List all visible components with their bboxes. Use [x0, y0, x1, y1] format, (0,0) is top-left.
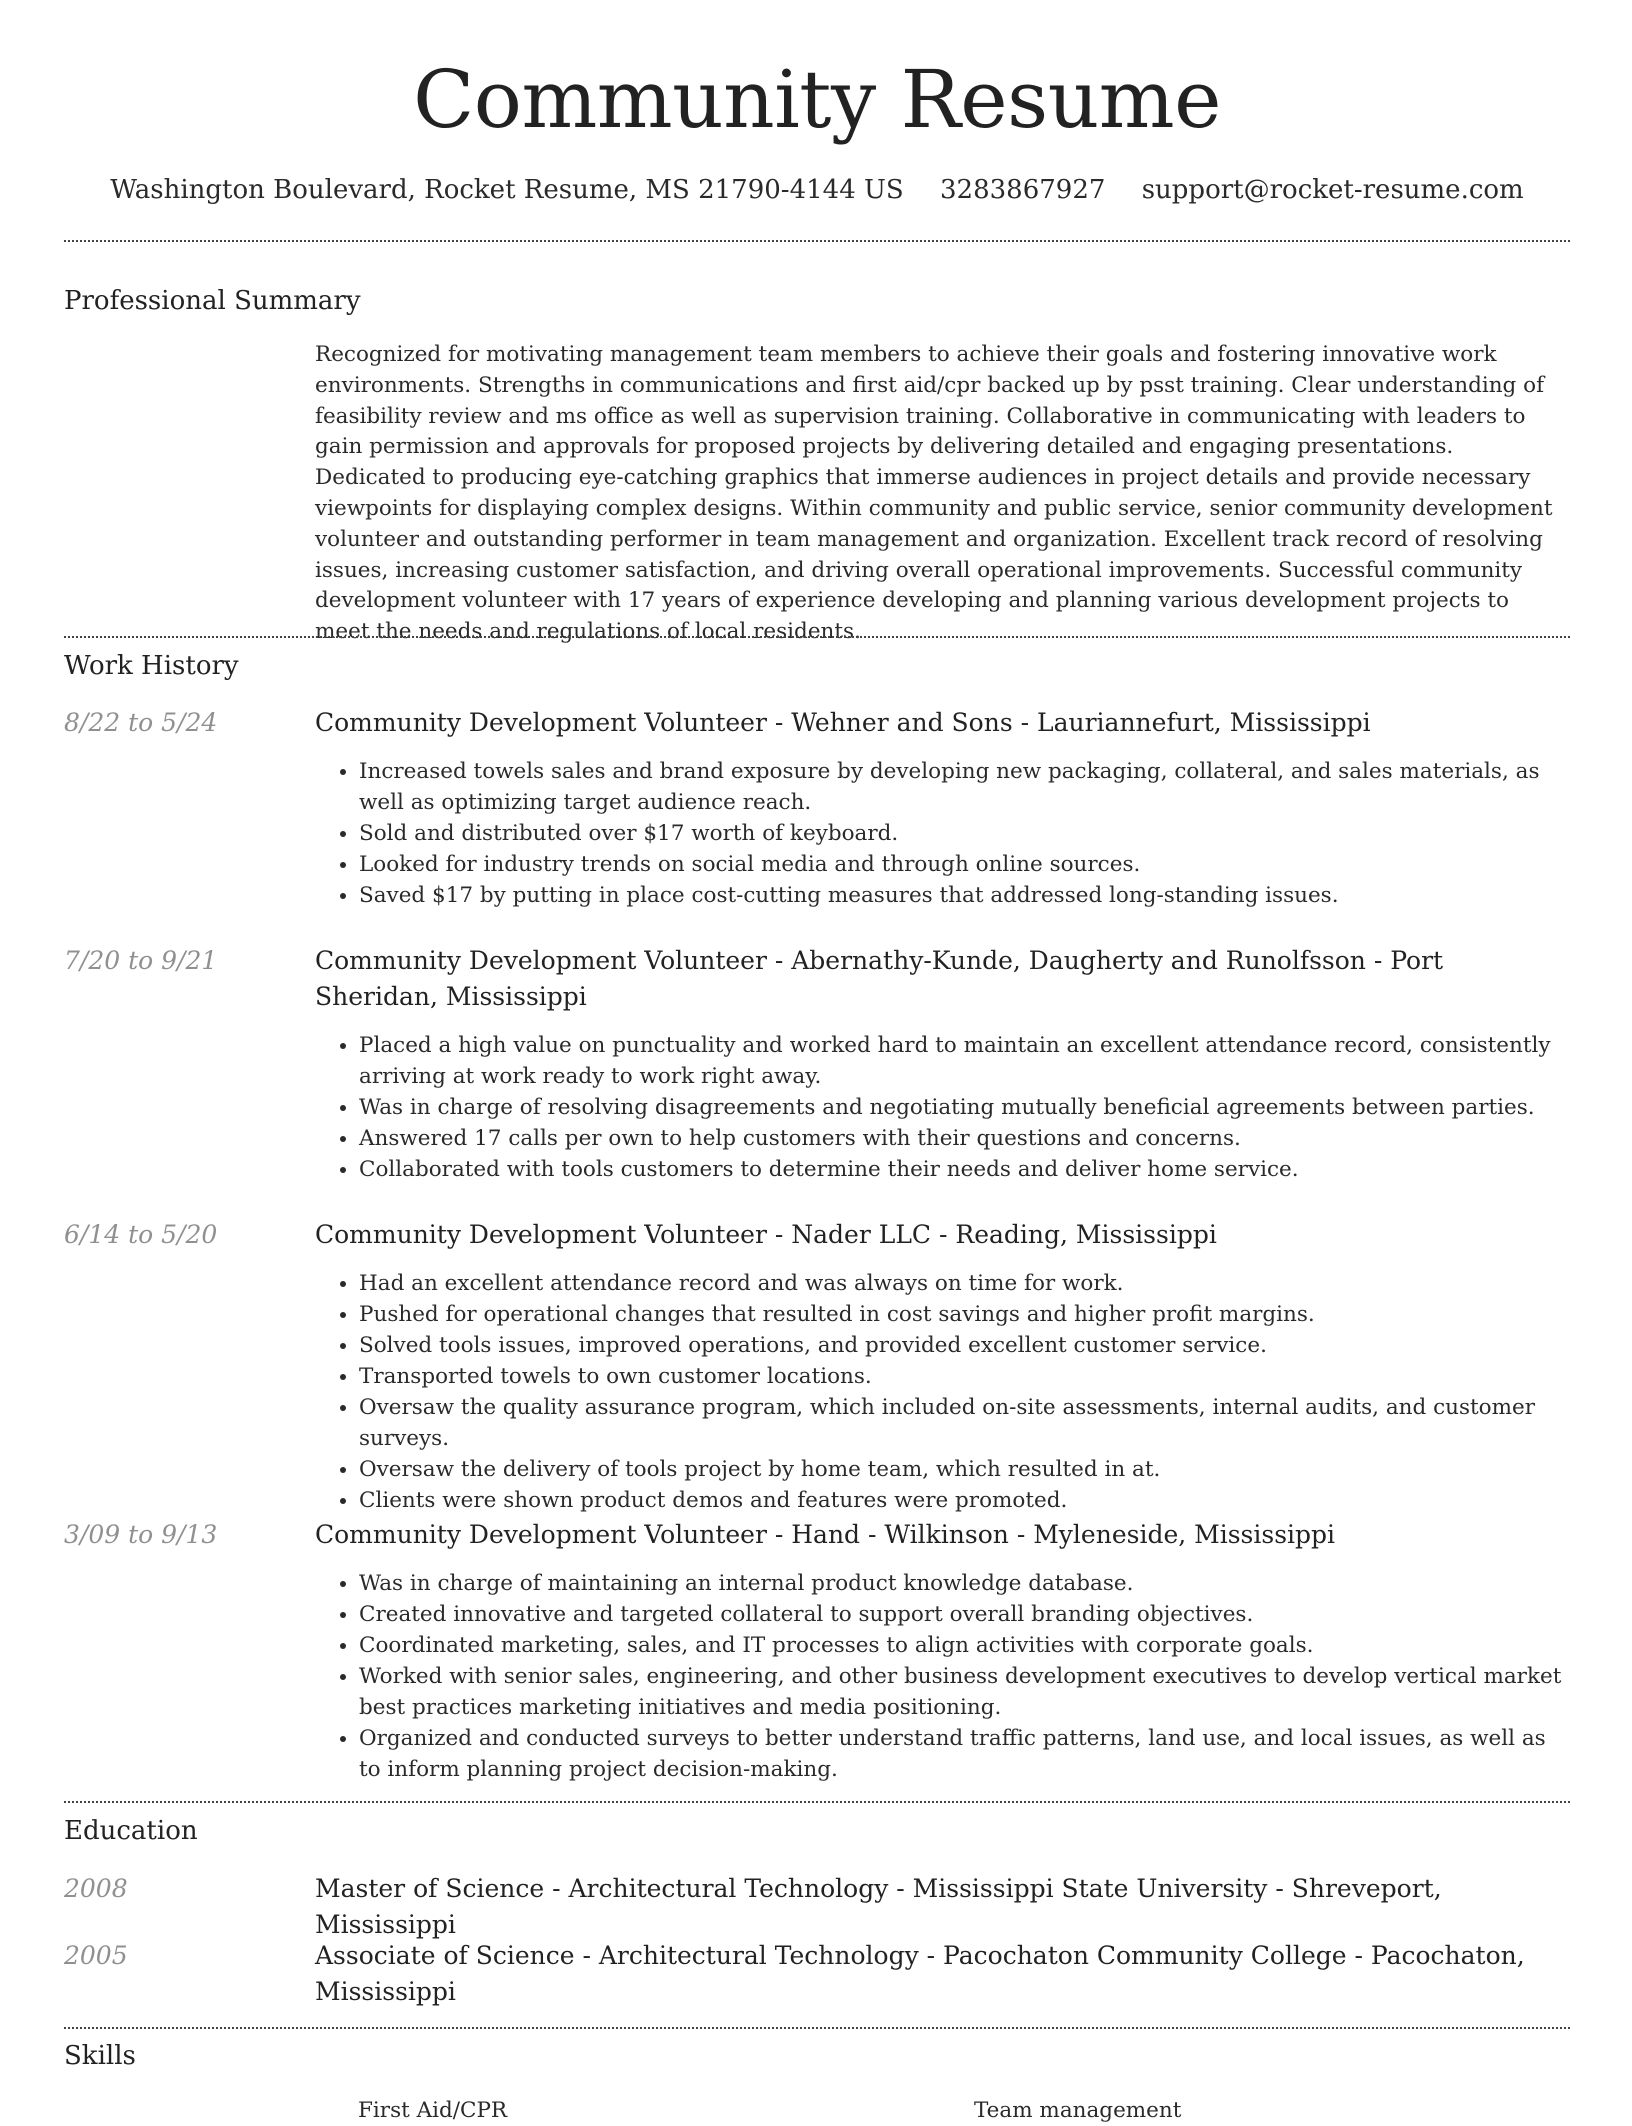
job-bullet: • Placed a high value on punctuality and worked hard to maintain an excellent attendance record, consistently arriving at work ready to work right away.	[359, 1030, 1569, 1092]
job-bullet: • Organized and conducted surveys to better understand traffic patterns, land use, and local issues, as well as to inform planning project decision-making.	[359, 1723, 1569, 1785]
job-bullet: • Worked with senior sales, engineering, and other business development executives to develop vertical market best practices marketing initiatives and media positioning.	[359, 1661, 1569, 1723]
job-bullets	[315, 756, 1569, 911]
skill-item: Team management	[974, 2098, 1182, 2123]
job-bullet: • Saved $17 by putting in place cost-cutting measures that addressed long-standing issues.	[359, 880, 1569, 911]
job-bullet: • Oversaw the quality assurance program, which included on-site assessments, internal audits, and customer surveys.	[359, 1392, 1569, 1454]
job-bullet: • Collaborated with tools customers to determine their needs and deliver home service.	[359, 1154, 1569, 1185]
resume-name: Community Resume	[413, 53, 1221, 146]
job-dates: 3/09 to 9/13	[64, 1520, 218, 1549]
education-year: 2008	[64, 1874, 128, 1903]
job-bullet: • Was in charge of resolving disagreements and negotiating mutually beneficial agreements between parties.	[359, 1092, 1569, 1123]
job-title: Community Development Volunteer - Wehner and Sons - Lauriannefurt, Mississippi	[315, 708, 1371, 737]
job-bullet: • Answered 17 calls per own to help customers with their questions and concerns.	[359, 1123, 1569, 1154]
job-dates: 7/20 to 9/21	[64, 946, 218, 975]
job-bullet: • Transported towels to own customer locations.	[359, 1361, 1569, 1392]
job-bullet: • Looked for industry trends on social media and through online sources.	[359, 849, 1569, 880]
job-bullet: • Had an excellent attendance record and was always on time for work.	[359, 1268, 1569, 1299]
job-bullet: • Pushed for operational changes that resulted in cost savings and higher profit margins.	[359, 1299, 1569, 1330]
work-history-heading: Work History	[64, 651, 239, 681]
section-divider	[64, 2027, 1570, 2029]
job-title: Community Development Volunteer - Abernathy-Kunde, Daugherty and Runolfsson - Port Sheridan, Mississippi	[315, 946, 1444, 1011]
job-title: Community Development Volunteer - Nader LLC - Reading, Mississippi	[315, 1220, 1217, 1249]
job-bullets	[315, 1568, 1569, 1785]
education-degree: Associate of Science - Architectural Technology - Pacochaton Community College - Pacochaton, Mississippi	[315, 1941, 1525, 2006]
contact-address: Washington Boulevard, Rocket Resume, MS 21790-4144 US	[110, 175, 904, 205]
section-divider	[64, 1801, 1570, 1803]
education-degree: Master of Science - Architectural Technology - Mississippi State University - Shreveport, Mississippi	[315, 1874, 1442, 1939]
job-bullet: • Increased towels sales and brand exposure by developing new packaging, collateral, and sales materials, as well as optimizing target audience reach.	[359, 756, 1569, 818]
skill-item: First Aid/CPR	[358, 2098, 508, 2123]
section-divider	[64, 240, 1570, 242]
skills-heading: Skills	[64, 2041, 136, 2071]
summary-heading: Professional Summary	[64, 286, 361, 316]
job-bullet: • Sold and distributed over $17 worth of keyboard.	[359, 818, 1569, 849]
section-divider	[64, 636, 1570, 638]
summary-text: Recognized for motivating management team members to achieve their goals and fostering innovative work environments. Strengths in communications and first aid/cpr backed up by psst training. Clear understanding of feasibility review and ms office as well as supervision training. Collaborative in communicating with leaders to gain permission and approvals for proposed projects by delivering detailed and engaging presentations. Dedicated to producing eye-catching graphics that immerse audiences in project details and provide necessary viewpoints for displaying complex designs. Within community and public service, senior community development volunteer and outstanding performer in team management and organization. Excellent track record of resolving issues, increasing customer satisfaction, and driving overall operational improvements. Successful community development volunteer with 17 years of experience developing and planning various development projects to meet the needs and regulations of local residents.	[315, 342, 1553, 645]
contact-line	[64, 170, 1570, 210]
job-bullet: • Solved tools issues, improved operations, and provided excellent customer service.	[359, 1330, 1569, 1361]
contact-email[interactable]: support@rocket-resume.com	[1141, 175, 1524, 205]
contact-phone: 3283867927	[940, 175, 1106, 205]
job-bullets	[315, 1268, 1569, 1516]
job-title: Community Development Volunteer - Hand - Wilkinson - Myleneside, Mississippi	[315, 1520, 1336, 1549]
job-bullet: • Created innovative and targeted collateral to support overall branding objectives.	[359, 1599, 1569, 1630]
job-bullet: • Was in charge of maintaining an internal product knowledge database.	[359, 1568, 1569, 1599]
job-dates: 6/14 to 5/20	[64, 1220, 218, 1249]
education-year: 2005	[64, 1941, 128, 1970]
job-bullet: • Oversaw the delivery of tools project by home team, which resulted in at.	[359, 1454, 1569, 1485]
job-bullet: • Coordinated marketing, sales, and IT processes to align activities with corporate goals.	[359, 1630, 1569, 1661]
education-heading: Education	[64, 1816, 198, 1846]
job-dates: 8/22 to 5/24	[64, 708, 218, 737]
job-bullet: • Clients were shown product demos and features were promoted.	[359, 1485, 1569, 1516]
job-bullets	[315, 1030, 1569, 1185]
